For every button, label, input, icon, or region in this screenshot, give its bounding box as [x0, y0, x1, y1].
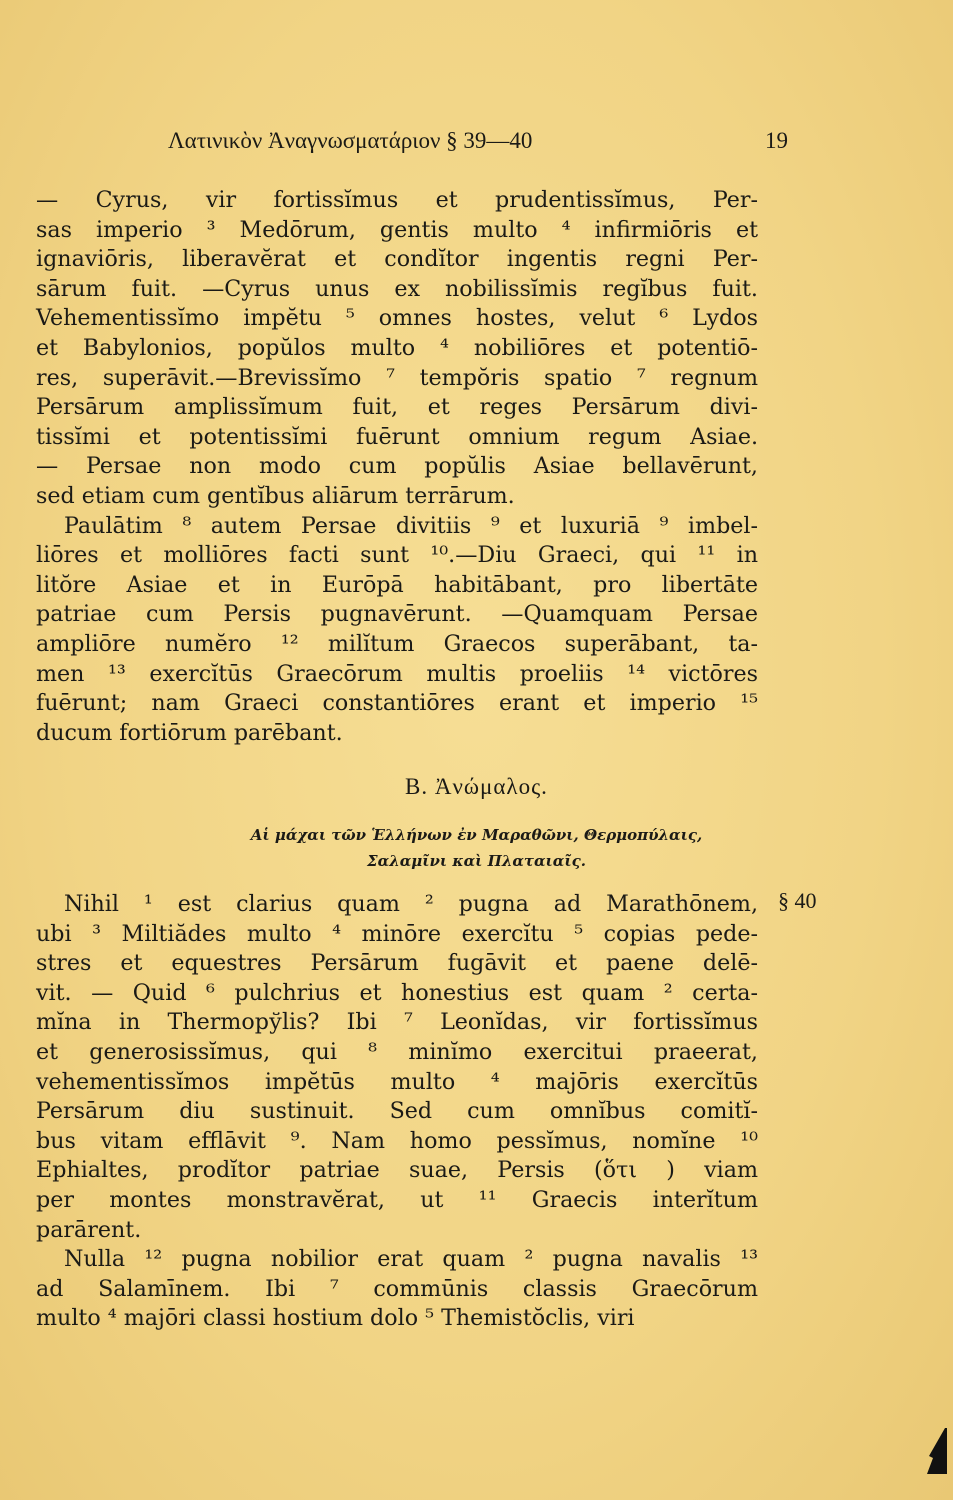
text-line: ampliōre numĕro ¹² milĭtum Graecos superābant, ta- [36, 630, 758, 657]
section-a-text [36, 186, 758, 748]
text-line: ignaviōris, liberavĕrat et condĭtor ingentis regni Per- [36, 246, 758, 273]
text-line: fuērunt; nam Graeci constantiōres erant et imperio ¹⁵ [36, 690, 758, 717]
text-line: sas imperio ³ Medōrum, gentis multo ⁴ infirmiōris et [36, 216, 758, 243]
subheading-line-2: Σαλαμῖνι καὶ Πλαταιαῖς. [367, 852, 586, 870]
text-line: mĭna in Thermopўlis? Ibi ⁷ Leonĭdas, vir fortissĭmus [36, 1009, 758, 1036]
text-line: ducum fortiōrum parēbant. [36, 719, 343, 746]
subheading-line-1: Αἱ μάχαι τῶν Ἑλλήνων ἐν Μαραθῶνι, Θερμοπύλαις, [250, 826, 703, 844]
section-b-text [36, 890, 758, 1334]
text-line: vit. — Quid ⁶ pulchrius et honestius est quam ² certa- [36, 979, 758, 1006]
text-line: multo ⁴ majōri classi hostium dolo ⁵ Themistŏclis, viri [36, 1305, 635, 1332]
text-line: ad Salamīnem. Ibi ⁷ commūnis classis Graecōrum [36, 1275, 758, 1302]
text-line: Ephialtes, prodĭtor patriae suae, Persis (ὅτι ) viam [36, 1157, 758, 1184]
text-line: ubi ³ Miltiădes multo ⁴ minōre exercĭtu ⁵ copias pede- [36, 920, 758, 947]
text-line: liōres et molliōres facti sunt ¹⁰.—Diu Graeci, qui ¹¹ in [36, 542, 758, 569]
text-line: et generosissĭmus, qui ⁸ minĭmo exercitui praeerat, [36, 1038, 758, 1065]
text-line: — Persae non modo cum popŭlis Asiae bellavērunt, [36, 453, 758, 480]
text-line: — Cyrus, vir fortissĭmus et prudentissĭmus, Per- [36, 187, 758, 213]
text-line: bus vitam efflāvit ⁹. Nam homo pessĭmus, nomĭne ¹⁰ [36, 1127, 758, 1154]
section-b-heading: B. Ἀνώμαλος. [405, 774, 548, 799]
text-line: Paulātim ⁸ autem Persae divitiis ⁹ et luxuriā ⁹ imbel- [64, 512, 758, 539]
text-line: vehementissĭmos impĕtūs multo ⁴ majōris exercĭtūs [36, 1068, 758, 1095]
page-corner-mark [925, 1428, 947, 1474]
text-line: res, superāvit.—Brevissĭmo ⁷ tempŏris spatio ⁷ regnum [36, 364, 758, 391]
text-line: sārum fuit. —Cyrus unus ex nobilissĭmis regĭbus fuit. [36, 275, 758, 302]
text-line: tissĭmi et potentissĭmi fuērunt omnium regum Asiae. [36, 423, 758, 450]
text-line: et Babylonios, popŭlos multo ⁴ nobiliōres et potentiō- [36, 334, 758, 361]
running-header [168, 124, 788, 160]
text-line: Nulla ¹² pugna nobilior erat quam ² pugna navalis ¹³ [64, 1246, 758, 1273]
text-line: stres et equestres Persārum fugāvit et paene delē- [36, 950, 758, 977]
text-line: Persārum amplissĭmum fuit, et reges Persārum divi- [36, 394, 758, 421]
text-line: per montes monstravĕrat, ut ¹¹ Graecis interĭtum [36, 1186, 758, 1213]
text-line: litŏre Asiae et in Eurōpā habitābant, pro libertāte [36, 571, 758, 598]
text-line: Vehementissĭmo impĕtu ⁵ omnes hostes, velut ⁶ Lydos [36, 305, 758, 332]
text-line: Persārum diu sustinuit. Sed cum omnĭbus comitĭ- [36, 1098, 758, 1125]
text-line: parārent. [36, 1216, 142, 1243]
text-line: men ¹³ exercĭtūs Graecōrum multis proeliis ¹⁴ victōres [36, 660, 758, 687]
page-number: 19 [765, 128, 788, 153]
text-line: sed etiam cum gentĭbus aliārum terrārum. [36, 482, 515, 509]
header-title: Λατινικὸν Ἀναγνωσματάριον § 39—40 [168, 128, 533, 153]
marginal-section-number: § 40 [778, 888, 817, 913]
text-line: patriae cum Persis pugnavērunt. —Quamquam Persae [36, 601, 758, 628]
text-line: Nihil ¹ est clarius quam ² pugna ad Marathōnem, [64, 891, 758, 917]
